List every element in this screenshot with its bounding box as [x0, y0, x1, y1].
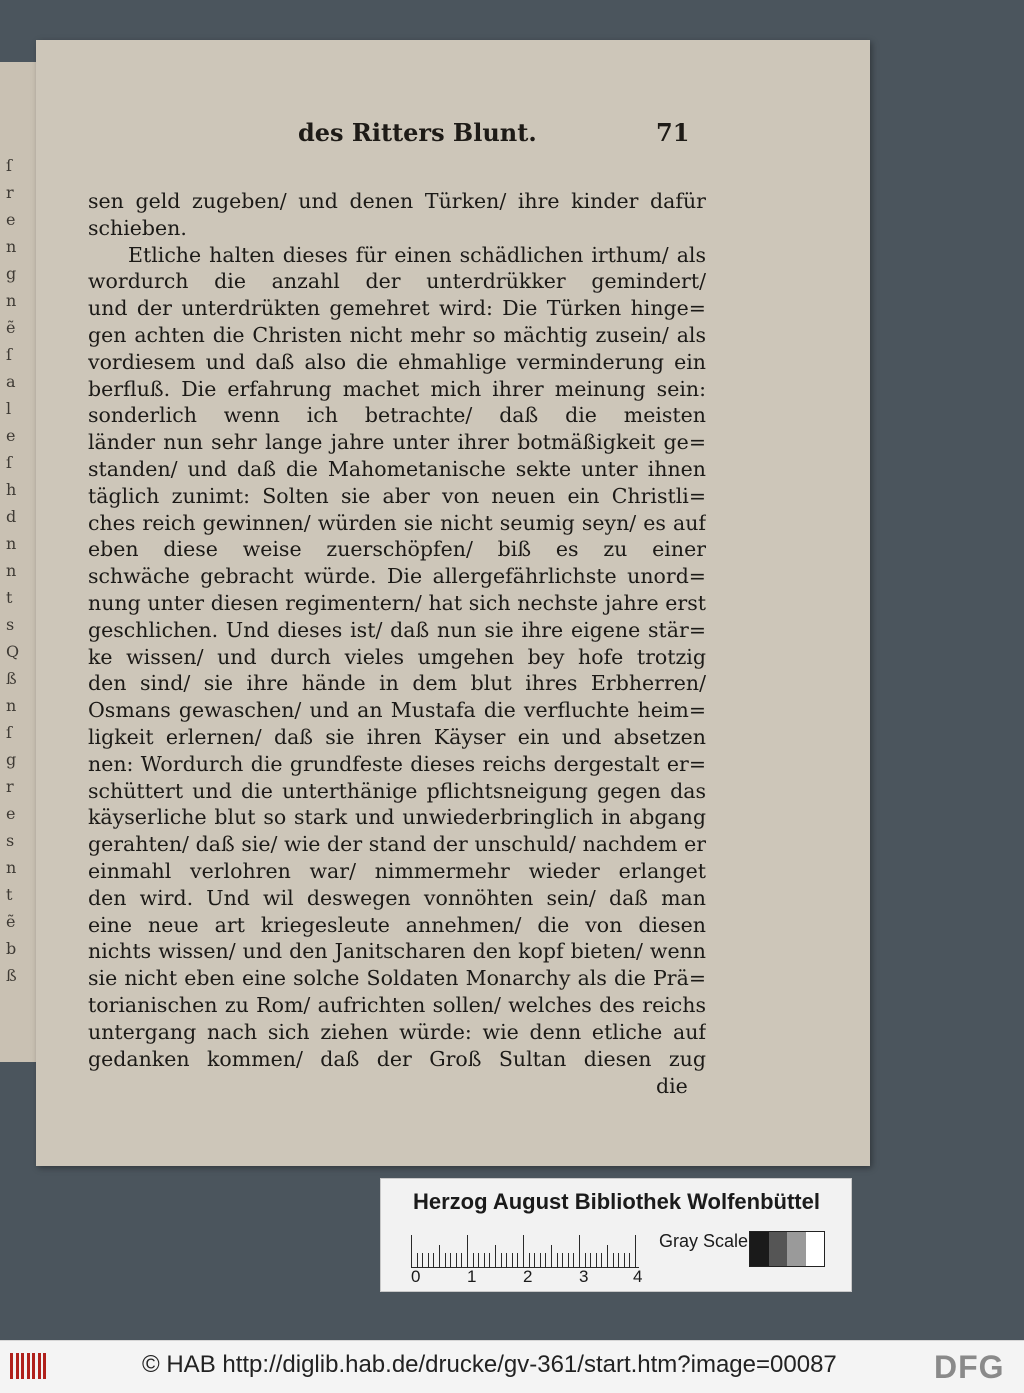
ruler-tick	[557, 1253, 558, 1267]
logo-stripe	[27, 1353, 30, 1379]
footer-bar	[0, 1340, 1024, 1393]
ruler-tick	[473, 1253, 474, 1267]
text-line: nen: Wordurch die grundfeste dieses reichs dergestalt er=	[88, 751, 706, 776]
ruler-tick	[607, 1245, 608, 1267]
ruler-tick	[573, 1253, 574, 1267]
text-line: Osmans gewaschen/ und an Mustafa die verfluchte heim=	[88, 698, 706, 723]
gray-scale-label: Gray Scale	[659, 1231, 749, 1251]
text-line: torianischen zu Rom/ aufrichten sollen/ welches des reichs	[88, 992, 706, 1017]
edge-glyph: ſ	[6, 345, 12, 364]
footer-copyright-link[interactable]: © HAB http://diglib.hab.de/drucke/gv-361/start.htm?image=00087	[142, 1351, 837, 1378]
dfg-logo: DFG	[934, 1349, 1005, 1385]
ruler-tick	[613, 1253, 614, 1267]
ruler-tick	[585, 1253, 586, 1267]
edge-glyph: e	[6, 210, 16, 229]
gray-scale-swatch	[749, 1231, 825, 1267]
ruler-tick	[579, 1235, 580, 1267]
ruler-tick	[529, 1253, 530, 1267]
text-line: nung unter diesen regimentern/ hat sich nechste jahre erst	[88, 590, 706, 615]
ruler-tick	[484, 1253, 485, 1267]
text-line: ligkeit erlernen/ daß sie ihren Käyser ein und absetzen	[88, 724, 706, 749]
edge-glyph: e	[6, 804, 16, 823]
text-line: gedanken kommen/ daß der Groß Sultan diesen zug	[88, 1046, 706, 1071]
text-line: gen achten die Christen nicht mehr so mächtig zusein/ als	[88, 322, 706, 347]
edge-glyph: Q	[6, 642, 20, 661]
text-line: wordurch die anzahl der unterdrükker gemindert/	[88, 269, 706, 294]
edge-glyph: t	[6, 885, 13, 904]
gray-swatch	[769, 1232, 788, 1266]
ruler-tick	[540, 1253, 541, 1267]
ruler-tick	[422, 1253, 423, 1267]
ruler-label: 1	[467, 1267, 477, 1286]
ruler-tick	[461, 1253, 462, 1267]
ruler-tick	[489, 1253, 490, 1267]
gray-swatch	[806, 1232, 825, 1266]
text-line: vordiesem und daß also die ehmahlige verminderung ein	[88, 349, 706, 374]
text-line: schieben.	[88, 215, 187, 240]
ruler-tick	[523, 1235, 524, 1267]
text-line: einmahl verlohren war/ nimmermehr wieder erlanget	[88, 858, 706, 883]
ruler-tick	[629, 1253, 630, 1267]
previous-page-text	[6, 152, 32, 989]
ruler-tick	[551, 1245, 552, 1267]
logo-stripe	[43, 1353, 46, 1379]
edge-glyph: d	[6, 507, 17, 526]
edge-glyph: r	[6, 183, 14, 202]
text-line: sie nicht eben eine solche Soldaten Monarchy als die Prä=	[88, 966, 706, 991]
edge-glyph: l	[6, 399, 12, 418]
ruler-tick	[562, 1253, 563, 1267]
book-page	[36, 40, 870, 1166]
edge-glyph: ẽ	[6, 912, 16, 931]
edge-glyph: s	[6, 615, 15, 634]
edge-glyph: n	[6, 858, 17, 877]
text-line: länder nun sehr lange jahre unter ihrer botmäßigkeit ge=	[88, 430, 706, 455]
edge-glyph: n	[6, 561, 17, 580]
text-line: ches reich gewinnen/ würden sie nicht seumig seyn/ es auf	[88, 510, 706, 535]
ruler-tick	[512, 1253, 513, 1267]
edge-glyph: s	[6, 831, 15, 850]
ruler-label: 4	[633, 1267, 643, 1286]
edge-glyph: n	[6, 237, 17, 256]
text-line: nichts wissen/ und den Janitscharen den kopf bieten/ wenn	[88, 939, 706, 964]
ruler-tick	[624, 1253, 625, 1267]
ruler-tick	[467, 1235, 468, 1267]
ruler-tick	[545, 1253, 546, 1267]
edge-glyph: g	[6, 750, 17, 769]
ruler-tick	[417, 1253, 418, 1267]
edge-glyph: ẽ	[6, 318, 16, 337]
ruler-label: 0	[411, 1267, 421, 1286]
edge-glyph: t	[6, 588, 13, 607]
ruler-tick	[635, 1235, 636, 1267]
gray-swatch	[750, 1232, 769, 1266]
ruler-tick	[456, 1253, 457, 1267]
ruler-tick	[478, 1253, 479, 1267]
ruler-tick	[433, 1253, 434, 1267]
ruler-tick	[590, 1253, 591, 1267]
edge-glyph: n	[6, 291, 17, 310]
logo-stripe	[32, 1353, 35, 1379]
ruler-tick	[501, 1253, 502, 1267]
ruler-tick	[618, 1253, 619, 1267]
ruler-tick	[596, 1253, 597, 1267]
edge-glyph: g	[6, 264, 17, 283]
ruler-tick	[506, 1253, 507, 1267]
logo-stripe	[16, 1353, 19, 1379]
text-line: den sind/ sie ihre hände in dem blut ihres Erbherren/	[88, 671, 706, 696]
text-line: Etliche halten dieses für einen schädlichen irthum/ als	[128, 242, 706, 267]
text-line: eben diese weise zuerschöpfen/ biß es zu einer	[88, 537, 706, 562]
text-line: schüttert und die unterthänige pflichtsneigung gegen das	[88, 778, 706, 803]
ruler-tick	[445, 1253, 446, 1267]
ruler-label: 3	[579, 1267, 589, 1286]
edge-glyph: ſ	[6, 723, 12, 742]
edge-glyph: ſ	[6, 453, 12, 472]
ruler-tick	[450, 1253, 451, 1267]
hab-logo-icon	[10, 1353, 46, 1379]
ruler-tick	[601, 1253, 602, 1267]
text-line: schwäche gebracht würde. Die allergefährlichste unord=	[88, 564, 706, 589]
ruler-tick	[534, 1253, 535, 1267]
logo-stripe	[21, 1353, 24, 1379]
previous-page-edge	[0, 62, 41, 1062]
gray-swatch	[787, 1232, 806, 1266]
color-reference-card	[380, 1178, 852, 1292]
edge-glyph: e	[6, 426, 16, 445]
ruler-tick	[439, 1245, 440, 1267]
edge-glyph: b	[6, 939, 17, 958]
text-line: berfluß. Die erfahrung machet mich ihrer meinung sein:	[88, 376, 706, 401]
text-line: untergang nach sich ziehen würde: wie denn etliche auf	[88, 1019, 706, 1044]
ruler-tick	[517, 1253, 518, 1267]
edge-glyph: ß	[6, 966, 17, 985]
scale-ruler	[411, 1235, 641, 1267]
edge-glyph: r	[6, 777, 14, 796]
edge-glyph: h	[6, 480, 17, 499]
text-line: täglich zunimt: Solten sie aber von neuen ein Christli=	[88, 483, 706, 508]
edge-glyph: a	[6, 372, 16, 391]
edge-glyph: ß	[6, 669, 17, 688]
library-name: Herzog August Bibliothek Wolfenbüttel	[413, 1189, 820, 1214]
text-line: den wird. Und wil deswegen vonnöhten sein/ daß man	[88, 885, 706, 910]
text-line: sonderlich wenn ich betrachte/ daß die meisten	[88, 403, 706, 428]
ruler-tick	[495, 1245, 496, 1267]
ruler-tick	[411, 1235, 412, 1267]
ruler-tick	[568, 1253, 569, 1267]
edge-glyph: n	[6, 534, 17, 553]
text-line: und der unterdrükten gemehret wird: Die Türken hinge=	[88, 296, 706, 321]
page-number: 71	[656, 118, 690, 147]
catchword: die	[656, 1074, 688, 1098]
logo-stripe	[38, 1353, 41, 1379]
text-line: geschlichen. Und dieses ist/ daß nun sie ihre eigene stär=	[88, 617, 706, 642]
running-header: des Ritters Blunt.	[298, 118, 537, 147]
edge-glyph: n	[6, 696, 17, 715]
text-line: standen/ und daß die Mahometanische sekte unter ihnen	[88, 456, 706, 481]
ruler-label: 2	[523, 1267, 533, 1286]
body-text	[88, 188, 706, 1072]
text-line: sen geld zugeben/ und denen Türken/ ihre kinder dafür	[88, 189, 706, 213]
text-line: gerahten/ daß sie/ wie der stand der unschuld/ nachdem er	[88, 832, 706, 857]
edge-glyph: ſ	[6, 156, 12, 175]
ruler-tick	[428, 1253, 429, 1267]
logo-stripe	[10, 1353, 13, 1379]
text-line: käyserliche blut so stark und unwiederbringlich in abgang	[88, 805, 706, 830]
text-line: ke wissen/ und durch vieles umgehen bey hofe trotzig	[88, 644, 706, 669]
text-line: eine neue art kriegesleute annehmen/ die von diesen	[88, 912, 706, 937]
